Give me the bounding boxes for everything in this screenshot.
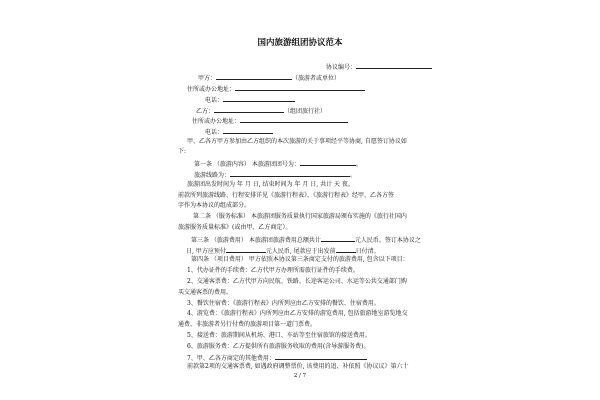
party-a-phone-row: [205, 95, 295, 105]
agreement-number-blank: [356, 62, 432, 69]
article1-line1-end: 。: [355, 161, 362, 168]
party-a-address-label: 住所或办公地址：: [187, 86, 236, 93]
party-b-phone-label: 电话：: [205, 129, 224, 136]
article1-line-1: [194, 159, 362, 169]
party-b-phone-row: [205, 127, 273, 137]
balance-label: 元人民币, 尾款应于出发前: [265, 248, 336, 255]
article4-item-4-cont: 通费、非旅游者另行付费的旅游项目第一道门票费。: [178, 321, 317, 328]
article1-line-3: 旅游团出发时间为 年 月 日, 结束时间为 年 月 日, 共计 天 夜。: [187, 181, 354, 188]
prepay-label: 日, 甲方应预付: [186, 248, 226, 255]
intro-line-1: 甲、乙各方甲方参加由乙方组织的本次旅游的关于事项经平等协商, 自愿签订协议如: [187, 138, 407, 145]
party-a-label: 甲方：: [198, 75, 217, 82]
article4-item-2: 2、交通客票费：乙方代甲方向民航、铁路、长途客运公司、水运等公共交通部门购: [187, 278, 407, 285]
balance-days-blank: [336, 246, 356, 253]
party-b-blank: [214, 106, 284, 113]
article3-line-1: [191, 235, 421, 245]
article4-item-2-cont: 买交通客票的费用。: [178, 289, 233, 296]
total-fee-blank: [321, 235, 355, 242]
party-b-address-row: [192, 116, 348, 126]
article4-item-1: 1、代办证件的手续费：乙方代甲方办理所需旅行证件的手续费。: [187, 267, 359, 274]
article4-item-5: 5、接送费：旅游期间从机场、港口、车站等至住宿旅馆的接送费用。: [187, 332, 371, 339]
prepay-blank: [226, 246, 266, 253]
party-b-address-label: 住所或办公地址：: [192, 118, 241, 125]
page-title: 国内旅游组团协议范本: [257, 38, 343, 48]
party-a-note: （旅游者或单位）: [292, 75, 341, 82]
party-a-phone-label: 电话：: [205, 97, 224, 104]
article3-line2-end: 日付清。: [355, 248, 380, 255]
article1-line-4: 前款所列旅游线路、行程安排详见《旅游行程表》、《旅游行程表》经甲、乙各方签: [178, 192, 395, 199]
article4-item-7-label: 7、甲、乙各方商定的其他费用：: [187, 355, 275, 362]
article4-line-1: 第四条 （项目费用） 甲方依照本协议第三条商定支付的旅游费用, 包含以下项目：: [191, 256, 409, 263]
other-fees-blank: [275, 353, 367, 360]
article1-team-label: 第一条 （旅游内容） 本旅游团团号为：: [194, 161, 300, 168]
party-b-address-blank: [240, 116, 348, 123]
party-a-address-row: [187, 84, 365, 94]
intro-line-2: 下:: [178, 148, 187, 155]
team-number-blank: [300, 159, 356, 166]
party-a-address-blank: [235, 84, 365, 91]
party-b-label: 乙方：: [196, 108, 215, 115]
party-b-row: [196, 106, 326, 116]
party-b-phone-blank: [223, 127, 273, 134]
article3-line1-end: 元人民币。签订本协议之: [354, 237, 421, 244]
article1-line-5: 字作为本协议的组成部分。: [178, 202, 251, 209]
article3-line-2: [186, 246, 380, 256]
article1-line2-end: 。: [350, 172, 357, 179]
article4-item-3: 3、餐饮住宿费：《旅游行程表》内所列应由乙方安排的餐饮、住宿费用。: [187, 300, 380, 307]
party-a-phone-blank: [223, 95, 295, 102]
article4-tail: 前款第2项的交通客票费, 如遇政府调整票价, 该费用的追、补依照《协议议》第六十: [187, 363, 409, 370]
article2-line-1: 第二条 （服务标准） 本旅游团服务质量执行国家旅游局颁布实施的《旅行社国内: [193, 213, 407, 220]
article4-item-6: 6、旅游服务费：乙方提供所有旅游服务收取的费用(含导游服务费)。: [187, 343, 370, 350]
article4-item-7: [187, 353, 367, 363]
party-a-blank: [216, 73, 292, 80]
route-label: 旅游线路为：: [194, 172, 231, 179]
party-b-note: （组团旅行社）: [284, 108, 327, 115]
agreement-number-row: [326, 62, 432, 72]
party-a-row: [198, 73, 340, 83]
article4-item-4: 4、游览费：《旅游行程表》内所列应由乙方安排的游览费用, 包括旅游地室游览地交: [187, 310, 408, 317]
article2-line-2: 旅游服务质量标准》(或由甲、乙方商定）。: [178, 224, 292, 231]
page-number: 2 / 7: [293, 373, 307, 379]
route-blank: [230, 170, 350, 177]
agreement-number-label: 协议编号：: [326, 64, 357, 71]
article3-total-label: 第三条 （旅游费用） 本旅游团旅游费用总额共计: [191, 237, 321, 244]
article1-line-2: [194, 170, 356, 180]
